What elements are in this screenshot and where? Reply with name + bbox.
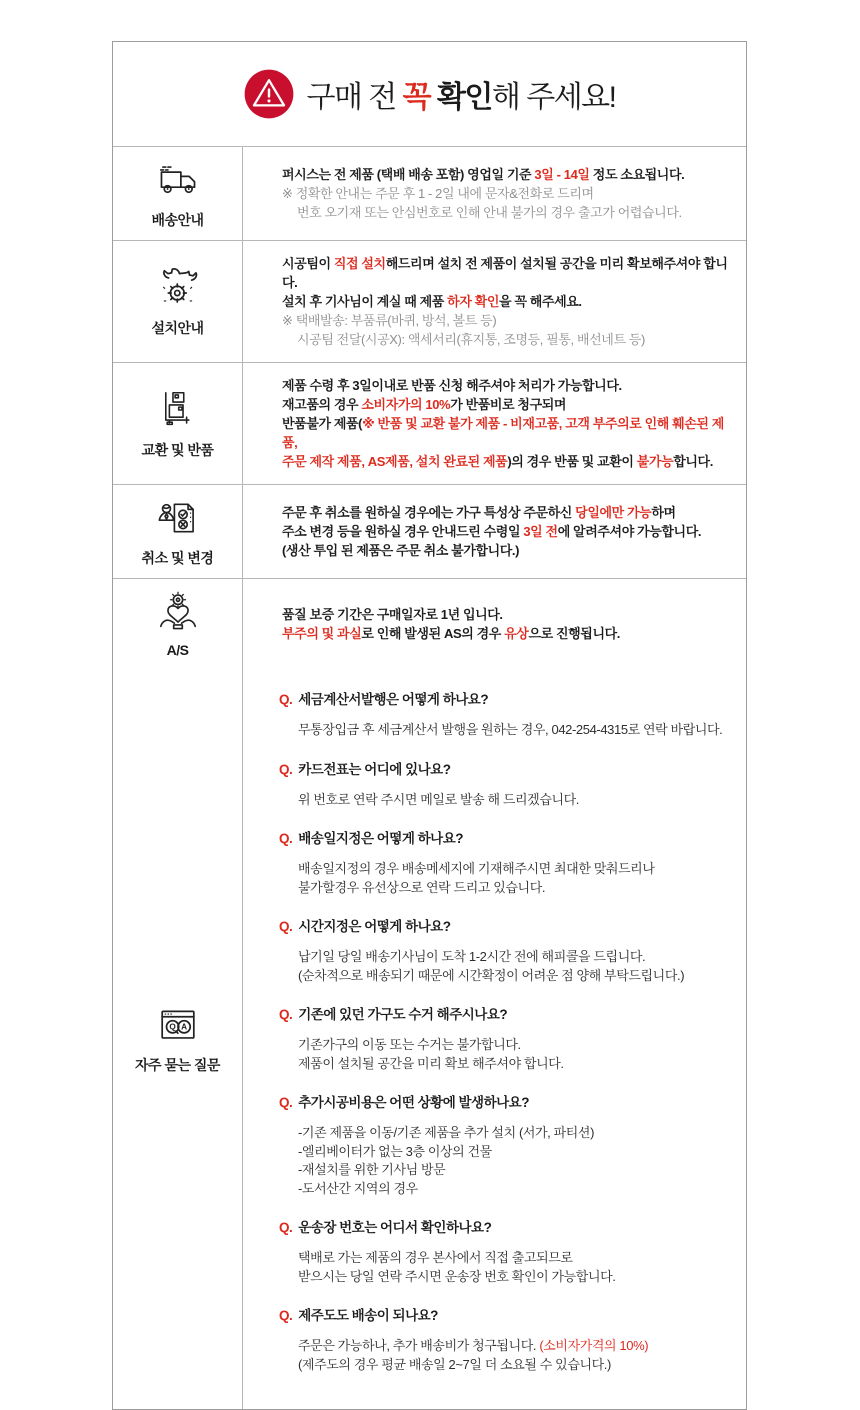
faq-answer xyxy=(279,721,730,740)
text-segment: 주문 후 취소를 원하실 경우에는 가구 특성상 주문하신 xyxy=(282,505,576,520)
faq-label-cell xyxy=(113,668,243,1409)
text-segment: 3일 - 14일 xyxy=(534,167,590,182)
text-segment: 하며 xyxy=(651,505,676,520)
text-segment: 소비자가의 10% xyxy=(361,397,451,412)
faq-question xyxy=(279,1307,730,1325)
faq-question xyxy=(279,761,730,779)
text-segment: 불가능 xyxy=(636,454,674,469)
faq-answer xyxy=(279,948,730,985)
faq-label: 자주 묻는 질문 xyxy=(135,1057,220,1073)
text-segment: -도서산간 지역의 경우 xyxy=(298,1180,418,1196)
faq-answer xyxy=(279,1124,730,1198)
faq-item xyxy=(279,830,730,910)
text-segment: 을 꼭 해주세요. xyxy=(499,294,582,309)
text-segment: 정도 소요됩니다. xyxy=(589,167,685,182)
faq-content xyxy=(243,668,746,1409)
info-row-delivery xyxy=(113,147,746,241)
text-segment: 품질 보증 기간은 구매일자로 1년 입니다. xyxy=(282,606,503,622)
text-segment: 받으시는 당일 연락 주시면 운송장 번호 확인이 가능합니다. xyxy=(298,1268,616,1284)
text-line xyxy=(282,624,728,643)
q-prefix: Q. xyxy=(279,761,293,777)
text-segment: 유상 xyxy=(504,625,529,641)
question-text: 시간지정은 어떻게 하나요? xyxy=(298,919,451,934)
q-prefix: Q. xyxy=(279,1308,293,1323)
install-label-cell xyxy=(113,241,243,362)
text-segment: -엘리베이터가 없는 3층 이상의 건물 xyxy=(298,1143,492,1159)
text-segment: 당일에만 가능 xyxy=(575,505,652,520)
text-segment: 시공팀 전달(시공X): 액세서리(휴지통, 조명등, 필통, 배선네트 등) xyxy=(297,332,645,347)
text-line xyxy=(282,203,728,222)
faq-item xyxy=(279,1219,730,1299)
text-line xyxy=(282,165,728,184)
text-line xyxy=(282,292,728,311)
text-segment: 직접 설치 xyxy=(333,256,386,271)
faq-question xyxy=(279,918,730,936)
answer-line xyxy=(298,1268,730,1287)
truck-icon xyxy=(155,157,201,203)
person-doc-icon xyxy=(155,495,201,541)
question-text: 제주도도 배송이 되나요? xyxy=(298,1308,438,1323)
faq-item xyxy=(279,1006,730,1086)
text-segment: (제주도의 경우 평균 배송일 2~7일 더 소요될 수 있습니다.) xyxy=(298,1356,611,1372)
text-segment: 퍼시스는 전 제품 (택배 배송 포함) 영업일 기준 xyxy=(282,167,535,182)
text-segment: 에 알려주셔야 가능합니다. xyxy=(557,524,702,539)
faq-question xyxy=(279,1219,730,1237)
faq-item xyxy=(279,918,730,998)
row-label: 배송안내 xyxy=(151,212,204,228)
answer-line xyxy=(298,1356,730,1375)
faq-question xyxy=(279,1094,730,1112)
text-line xyxy=(282,522,728,541)
text-line xyxy=(282,330,728,349)
text-line xyxy=(282,414,728,452)
text-segment: 주문은 가능하나, 추가 배송비가 청구됩니다. xyxy=(298,1338,540,1353)
answer-line xyxy=(298,1124,730,1143)
text-segment: 불가할경우 유선상으로 연락 드리고 있습니다. xyxy=(298,879,546,895)
title-segment: 꼭 xyxy=(402,81,437,114)
answer-line xyxy=(298,879,730,898)
question-text: 운송장 번호는 어디서 확인하나요? xyxy=(298,1220,492,1235)
row-label: 취소 및 변경 xyxy=(141,550,214,566)
text-segment: 납기일 당일 배송기사님이 도착 1-2시간 전에 해피콜을 드립니다. xyxy=(298,949,646,964)
text-segment: 가 반품비로 청구되며 xyxy=(450,397,567,412)
text-line xyxy=(282,376,728,395)
faq-answer xyxy=(279,791,730,810)
info-row-cancel xyxy=(113,485,746,579)
faq-answer xyxy=(279,1249,730,1286)
text-segment: 주소 변경 등을 원하실 경우 안내드린 수령일 xyxy=(282,524,524,539)
text-line xyxy=(282,605,728,624)
text-line xyxy=(282,503,728,522)
answer-line xyxy=(298,721,730,740)
faq-item xyxy=(279,1094,730,1211)
return-content xyxy=(243,363,746,484)
faq-answer xyxy=(279,860,730,897)
row-label: 교환 및 반품 xyxy=(141,442,214,458)
faq-item xyxy=(279,691,730,753)
answer-line xyxy=(298,1161,730,1180)
cancel-content xyxy=(243,485,746,578)
answer-line xyxy=(298,791,730,810)
text-segment: 부주의 및 과실 xyxy=(282,625,362,641)
hands-care-icon xyxy=(155,589,201,635)
answer-line xyxy=(298,948,730,967)
faq-row xyxy=(113,668,746,1409)
q-prefix: Q. xyxy=(279,1095,293,1110)
answer-line xyxy=(298,1337,730,1356)
text-segment: 제품이 설치될 공간을 미리 확보 해주셔야 합니다. xyxy=(298,1055,564,1071)
cancel-label-cell xyxy=(113,485,243,578)
q-prefix: Q. xyxy=(279,831,293,846)
text-segment: 합니다. xyxy=(673,454,713,469)
question-text: 배송일지정은 어떻게 하나요? xyxy=(298,831,464,846)
question-text: 세금계산서발행은 어떻게 하나요? xyxy=(298,692,489,707)
text-segment: 택배로 가는 제품의 경우 본사에서 직접 출고되므로 xyxy=(298,1250,573,1265)
text-line xyxy=(282,311,728,330)
text-segment: 번호 오기재 또는 안심번호로 인해 안내 불가의 경우 출고가 어렵습니다. xyxy=(297,205,682,220)
title-segment: 구매 전 xyxy=(306,81,403,114)
text-segment: -기존 제품을 이동/기존 제품을 추가 설치 (서가, 파티션) xyxy=(298,1125,595,1140)
row-label: 설치안내 xyxy=(151,320,204,336)
text-segment: 위 번호로 연락 주시면 메일로 발송 해 드리겠습니다. xyxy=(298,791,580,807)
notice-header xyxy=(113,42,746,147)
text-segment: ※ 정확한 안내는 주문 후 1 - 2일 내에 문자&전화로 드리며 xyxy=(282,186,594,201)
as-label-cell xyxy=(113,579,243,668)
qa-window-icon xyxy=(155,1002,201,1048)
text-segment: 하자 확인 xyxy=(447,294,500,309)
text-segment: 배송일지정의 경우 배송메세지에 기재해주시면 최대한 맞춰드리나 xyxy=(298,861,655,876)
faq-question xyxy=(279,830,730,848)
text-line xyxy=(282,452,728,471)
question-text: 기존에 있던 가구도 수거 해주시나요? xyxy=(298,1007,508,1022)
info-rows xyxy=(113,147,746,668)
faq-item xyxy=(279,1307,730,1387)
faq-question xyxy=(279,1006,730,1024)
text-segment: )의 경우 반품 및 교환이 xyxy=(507,454,637,469)
faq-answer xyxy=(279,1337,730,1374)
answer-line xyxy=(298,1036,730,1055)
text-line xyxy=(282,541,728,560)
answer-line xyxy=(298,1055,730,1074)
q-prefix: Q. xyxy=(279,919,293,934)
return-label-cell xyxy=(113,363,243,484)
row-label: A/S xyxy=(166,642,189,658)
faq-item xyxy=(279,761,730,823)
text-segment: -재설치를 위한 기사님 방문 xyxy=(298,1162,446,1177)
svg-text:A: A xyxy=(180,1022,187,1032)
text-line xyxy=(282,395,728,414)
text-segment: 시공팀이 xyxy=(282,256,334,271)
q-prefix: Q. xyxy=(279,1220,293,1235)
text-segment: ※ 반품 및 교환 불가 제품 - 비재고품, 고객 부주의로 인해 훼손된 제품, xyxy=(282,416,724,450)
q-prefix: Q. xyxy=(279,1007,293,1022)
text-segment: 로 인해 발생된 AS의 경우 xyxy=(361,625,505,641)
text-segment: 무통장입금 후 세금계산서 발행을 원하는 경우, 042-254-4315로 연락 바랍니다. xyxy=(298,722,723,737)
title-segment: 해 주세요! xyxy=(491,81,616,114)
text-line xyxy=(282,254,728,292)
question-text: 추가시공비용은 어떤 상황에 발생하나요? xyxy=(298,1095,529,1110)
answer-line xyxy=(298,967,730,986)
info-row-return xyxy=(113,363,746,485)
text-segment: 해드리며 설치 전 제품이 설치될 공간을 미리 확보해주셔야 합니다. xyxy=(282,256,728,290)
text-segment: 으로 진행됩니다. xyxy=(528,625,620,641)
answer-line xyxy=(298,1143,730,1162)
answer-line xyxy=(298,1249,730,1268)
info-row-install xyxy=(113,241,746,363)
install-content xyxy=(243,241,746,362)
notice-frame xyxy=(112,41,747,1410)
title-segment: 확인 xyxy=(436,81,492,114)
info-row-as xyxy=(113,579,746,668)
text-segment: ※ 택배발송: 부품류(바퀴, 방석, 볼트 등) xyxy=(282,313,497,328)
text-segment: 재고품의 경우 xyxy=(282,397,362,412)
delivery-label-cell xyxy=(113,147,243,240)
text-segment: (소비자가격의 10%) xyxy=(539,1338,649,1353)
answer-line xyxy=(298,860,730,879)
text-segment: (생산 투입 된 제품은 주문 취소 불가합니다.) xyxy=(282,543,520,558)
delivery-content xyxy=(243,147,746,240)
text-line xyxy=(282,184,728,203)
faq-question xyxy=(279,691,730,709)
wrench-gear-icon xyxy=(155,265,201,311)
text-segment: 3일 전 xyxy=(523,524,558,539)
text-segment: 반품불가 제품( xyxy=(282,416,363,431)
svg-text:Q: Q xyxy=(168,1022,176,1032)
text-segment: 주문 제작 제품, AS제품, 설치 완료된 제품 xyxy=(282,454,508,469)
q-prefix: Q. xyxy=(279,692,293,707)
page-title xyxy=(306,72,615,116)
faq-answer xyxy=(279,1036,730,1073)
answer-line xyxy=(298,1180,730,1199)
question-text: 카드전표는 어디에 있나요? xyxy=(298,761,451,777)
boxes-icon xyxy=(155,387,201,433)
warning-icon xyxy=(243,68,295,120)
as-content xyxy=(243,579,746,668)
text-segment: 설치 후 기사님이 계실 때 제품 xyxy=(282,294,448,309)
text-segment: 기존가구의 이동 또는 수거는 불가합니다. xyxy=(298,1037,521,1052)
text-segment: 제품 수령 후 3일이내로 반품 신청 해주셔야 처리가 가능합니다. xyxy=(282,378,622,393)
text-segment: (순차적으로 배송되기 때문에 시간확정이 어려운 점 양해 부탁드립니다.) xyxy=(298,967,685,983)
